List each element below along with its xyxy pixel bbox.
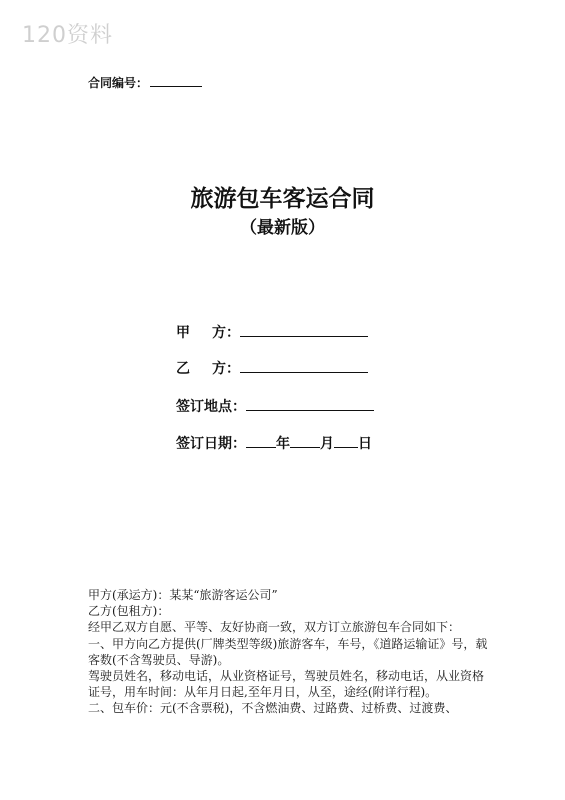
body-line-party-b: 乙方(包租方)： [88, 604, 170, 619]
signing-place-field [176, 396, 374, 416]
month-label: 月 [320, 436, 334, 452]
party-a-label: 甲 [176, 325, 190, 341]
watermark: 120资料 [22, 23, 113, 48]
contract-number [88, 74, 202, 91]
party-b-suffix: 方： [212, 361, 240, 377]
body-line-clause-2: 二、包车价：元(不含票税)，不含燃油费、过路费、过桥费、过渡费、 [88, 701, 458, 716]
signing-date-label: 签订日期： [176, 436, 246, 452]
year-label: 年 [276, 436, 290, 452]
body-line-party-a: 甲方(承运方)：某某“旅游客运公司” [88, 588, 278, 602]
body-line-agreement: 经甲乙双方自愿、平等、友好协商一致，双方订立旅游包车合同如下： [88, 620, 461, 635]
year-blank [246, 435, 276, 448]
party-b-field [176, 358, 368, 378]
day-label: 日 [358, 436, 372, 452]
party-b-blank [240, 360, 368, 373]
contract-body [88, 587, 488, 717]
signing-place-label: 签订地点： [176, 399, 246, 415]
signing-place-blank [246, 398, 374, 411]
body-line-drivers: 驾驶员姓名，移动电话，从业资格证号，驾驶员姓名，移动电话，从业资格证号，用车时间：从年月日起,至年月日，从至，途经(附详行程)。 [88, 669, 485, 700]
contract-number-blank [150, 76, 202, 87]
party-b-label: 乙 [176, 361, 190, 377]
document-title: 旅游包车客运合同 [190, 185, 375, 212]
document-subtitle: （最新版） [240, 218, 325, 238]
party-a-suffix: 方： [212, 325, 240, 341]
month-blank [290, 435, 320, 448]
party-a-field [176, 322, 368, 342]
signing-date-field [176, 433, 372, 453]
day-blank [334, 435, 358, 448]
party-a-blank [240, 324, 368, 337]
contract-number-label: 合同编号： [88, 76, 149, 90]
body-line-clause-1: 一、甲方向乙方提供(厂牌类型等级)旅游客车，车号，《道路运输证》号，载客数(不含驾驶员、导游)。 [88, 636, 488, 667]
